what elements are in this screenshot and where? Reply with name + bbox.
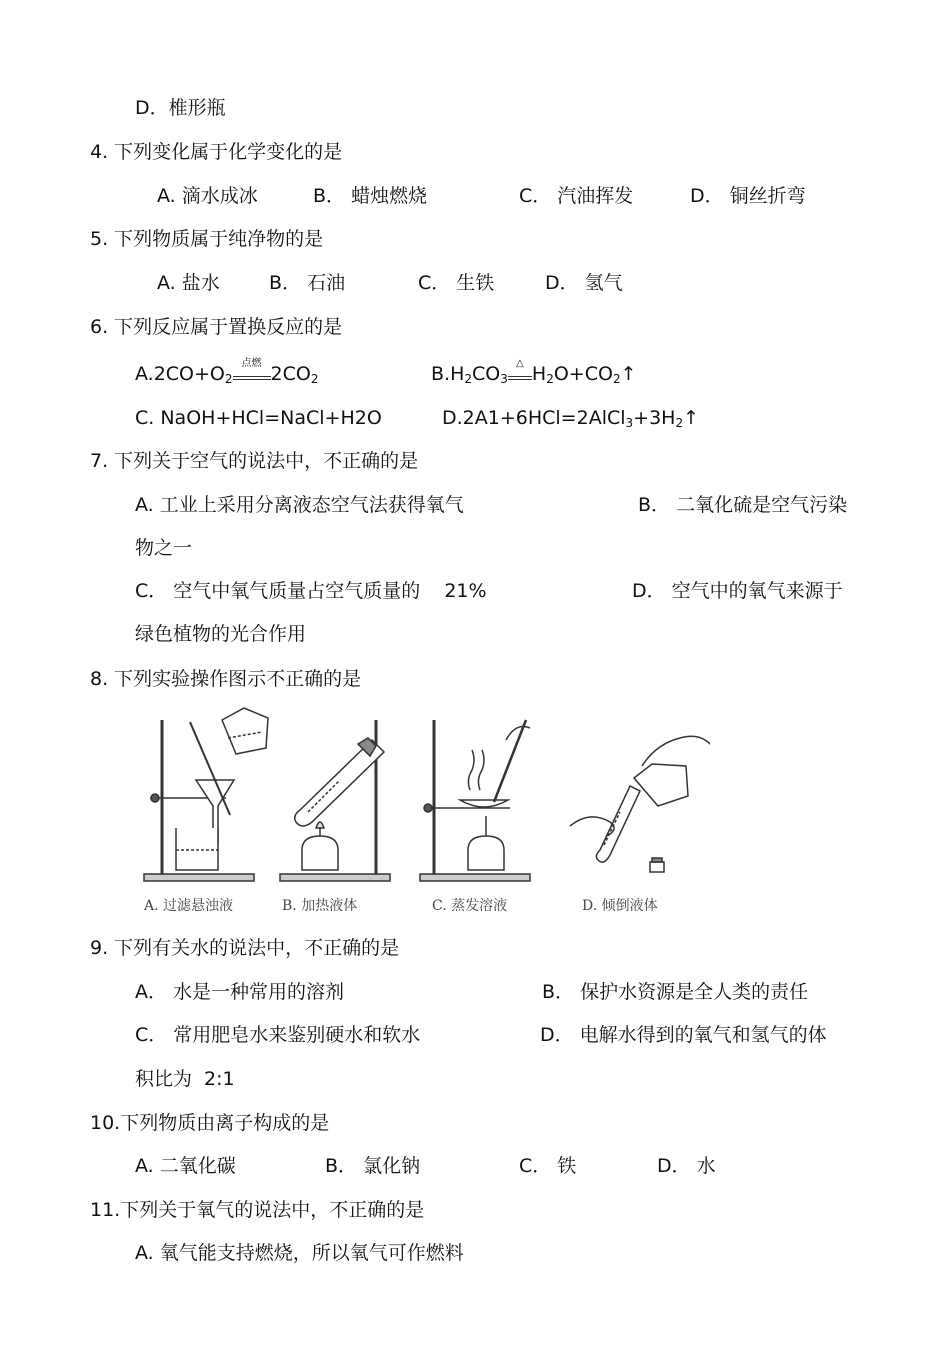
pouring-liquid-apparatus xyxy=(570,736,710,872)
q5-option-d: D． 氢气 xyxy=(545,272,623,294)
q4-stem: 4. 下列变化属于化学变化的是 xyxy=(90,141,343,163)
q7-option-d-cont: 绿色植物的光合作用 xyxy=(135,623,307,645)
q10-option-a: A. 二氧化碳 xyxy=(135,1155,236,1177)
q6-option-b: $B.H_2CO_3$ △ $H_2O+CO_2↑$ xyxy=(431,357,637,386)
q9-stem: 9. 下列有关水的说法中，不正确的是 xyxy=(90,937,400,959)
q3-option-d: D．椎形瓶 xyxy=(135,97,226,119)
q6-option-d: $D.2A1+6HCl=2AlCl_3+3H_2↑$ xyxy=(442,407,700,430)
fig-caption-a: A. 过滤悬浊液 xyxy=(144,898,234,914)
reaction-condition-mark: 点燃 xyxy=(233,364,271,386)
filtration-apparatus xyxy=(144,708,268,881)
q4-option-c: C． 汽油挥发 xyxy=(519,185,634,207)
q7-option-d: D． 空气中的氧气来源于 xyxy=(632,580,843,602)
q4-option-b: B． 蜡烛燃烧 xyxy=(313,185,428,207)
q9-option-b: B． 保护水资源是全人类的责任 xyxy=(542,981,809,1003)
heat-condition-mark: △ xyxy=(508,364,532,386)
q5-option-c: C． 生铁 xyxy=(418,272,495,294)
q7-option-c: C． 空气中氧气质量占空气质量的 21% xyxy=(135,580,487,602)
lab-operations-figure xyxy=(130,700,710,925)
q7-option-b-cont: 物之一 xyxy=(135,537,193,559)
q9-option-d: D． 电解水得到的氧气和氢气的体 xyxy=(540,1024,827,1046)
q7-option-b: B． 二氧化硫是空气污染 xyxy=(638,494,848,516)
q8-stem: 8. 下列实验操作图示不正确的是 xyxy=(90,668,362,690)
q4-option-a: A. 滴水成冰 xyxy=(157,185,258,207)
q10-option-c: C． 铁 xyxy=(519,1155,577,1177)
q4-option-d: D． 铜丝折弯 xyxy=(690,185,806,207)
q9-option-a: A． 水是一种常用的溶剂 xyxy=(135,981,345,1003)
q7-option-a: A. 工业上采用分离液态空气法获得氧气 xyxy=(135,494,464,516)
q10-option-b: B． 氯化钠 xyxy=(325,1155,421,1177)
q9-option-c: C． 常用肥皂水来鉴别硬水和软水 xyxy=(135,1024,421,1046)
q11-stem: 11.下列关于氧气的说法中，不正确的是 xyxy=(90,1199,425,1221)
q10-option-d: D． 水 xyxy=(657,1155,716,1177)
q6-option-a: $A.2CO+O_2$ 点燃 $2CO_2$ xyxy=(135,357,319,386)
evaporation-apparatus xyxy=(420,720,530,881)
q10-stem: 10.下列物质由离子构成的是 xyxy=(90,1112,330,1134)
q7-stem: 7. 下列关于空气的说法中，不正确的是 xyxy=(90,450,419,472)
q6-option-c: C. NaOH+HCl=NaCl+H2O xyxy=(135,407,382,429)
fig-caption-d: D. 倾倒液体 xyxy=(582,898,658,914)
fig-caption-c: C. 蒸发溶液 xyxy=(432,898,508,914)
fig-caption-b: B. 加热液体 xyxy=(282,898,358,914)
q5-stem: 5. 下列物质属于纯净物的是 xyxy=(90,228,324,250)
q6-stem: 6. 下列反应属于置换反应的是 xyxy=(90,316,343,338)
q9-option-d-cont: 积比为 2:1 xyxy=(135,1068,235,1090)
q5-option-b: B． 石油 xyxy=(269,272,346,294)
q5-option-a: A. 盐水 xyxy=(157,272,220,294)
q11-option-a: A. 氧气能支持燃烧，所以氧气可作燃料 xyxy=(135,1242,464,1264)
heating-liquid-apparatus xyxy=(280,720,390,881)
